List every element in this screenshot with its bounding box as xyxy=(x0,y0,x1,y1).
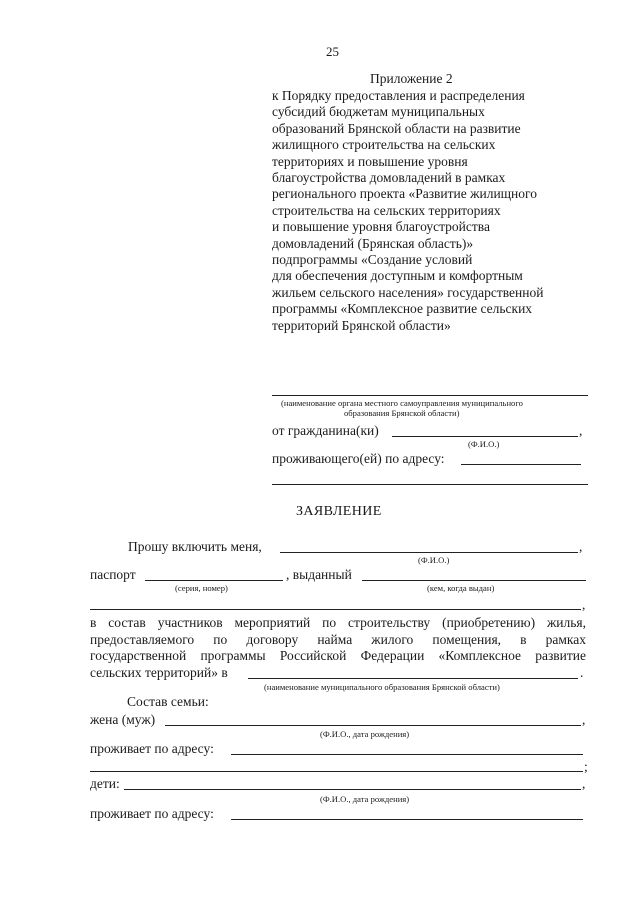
authority-name-field[interactable] xyxy=(272,395,588,396)
appendix-line: территориях и повышение уровня xyxy=(272,153,468,169)
appendix-text xyxy=(272,88,602,334)
appendix-line: домовладений (Брянская область)» xyxy=(272,235,474,251)
spouse-label: жена (муж) xyxy=(90,712,156,727)
statement-heading: ЗАЯВЛЕНИЕ xyxy=(296,504,382,519)
appendix-title: Приложение 2 xyxy=(370,71,453,86)
appendix-line: для обеспечения доступным и комфортным xyxy=(272,268,523,284)
family-label: Состав семьи: xyxy=(127,694,209,709)
spouse-address-label: проживает по адресу: xyxy=(90,741,214,756)
appendix-line: жильем сельского населения» государственной xyxy=(272,284,544,300)
passport-label: паспорт xyxy=(90,567,136,582)
citizen-fio-caption: (Ф.И.О.) xyxy=(468,439,500,449)
residing-address-field-2[interactable] xyxy=(272,484,588,485)
body-line: в состав участников мероприятий по строительству (приобретению) жилья, xyxy=(90,615,586,630)
passport-series-caption: (серия, номер) xyxy=(175,583,228,593)
semicolon: ; xyxy=(584,759,588,774)
passport-number-field[interactable] xyxy=(145,580,283,581)
appendix-line: подпрограммы «Создание условий xyxy=(272,252,473,268)
comma: , xyxy=(582,597,586,612)
spouse-field[interactable] xyxy=(165,725,581,726)
appendix-line: благоустройства домовладений в рамках xyxy=(272,170,506,186)
authority-caption-2: образования Брянской области) xyxy=(344,408,460,418)
comma: , xyxy=(579,423,583,438)
body-line: предоставляемого по договору найма жилого помещения, в рамках xyxy=(90,631,586,647)
request-label: Прошу включить меня, xyxy=(128,539,262,554)
appendix-line: строительства на сельских территориях xyxy=(272,202,501,218)
children-field[interactable] xyxy=(124,789,581,790)
appendix-line: образований Брянской области на развитие xyxy=(272,120,521,136)
comma: , xyxy=(579,539,583,554)
statement-body xyxy=(90,615,586,665)
children-label: дети: xyxy=(90,776,120,791)
passport-issued-caption: (кем, когда выдан) xyxy=(427,583,495,593)
comma: , xyxy=(582,776,586,791)
comma: , xyxy=(582,712,586,727)
applicant-fio-field[interactable] xyxy=(280,552,578,553)
municipality-field[interactable] xyxy=(248,678,578,679)
children-caption: (Ф.И.О., дата рождения) xyxy=(320,794,410,804)
appendix-line: жилищного строительства на сельских xyxy=(272,137,496,153)
spouse-caption: (Ф.И.О., дата рождения) xyxy=(320,729,410,739)
residing-address-label: проживающего(ей) по адресу: xyxy=(272,451,445,466)
appendix-line: территорий Брянской области» xyxy=(272,317,451,333)
municipality-caption: (наименование муниципального образования Брянской области) xyxy=(264,682,500,692)
period: . xyxy=(580,665,584,680)
page-number: 25 xyxy=(326,44,339,59)
applicant-fio-caption: (Ф.И.О.) xyxy=(418,555,450,565)
authority-caption-1: (наименование органа местного самоуправления муниципального xyxy=(281,398,523,408)
appendix-line: к Порядку предоставления и распределения xyxy=(272,88,525,103)
citizen-fio-field[interactable] xyxy=(392,436,578,437)
from-citizen-label: от гражданина(ки) xyxy=(272,423,379,438)
residing-address-field[interactable] xyxy=(461,464,581,465)
spouse-address-field[interactable] xyxy=(231,754,583,755)
appendix-line: программы «Комплексное развитие сельских xyxy=(272,301,533,317)
body-last-line: сельских территорий» в xyxy=(90,665,228,680)
children-address-label: проживает по адресу: xyxy=(90,806,214,821)
body-line: государственной программы Российской Федерации «Комплексное развитие xyxy=(90,648,586,663)
passport-issued-field-2[interactable] xyxy=(90,609,581,610)
appendix-line: субсидий бюджетам муниципальных xyxy=(272,104,485,120)
appendix-line: регионального проекта «Развитие жилищного xyxy=(272,186,537,202)
appendix-line: и повышение уровня благоустройства xyxy=(272,219,490,235)
children-address-field[interactable] xyxy=(231,819,583,820)
spouse-address-field-2[interactable] xyxy=(90,771,583,772)
issued-label: , выданный xyxy=(286,567,352,582)
passport-issued-field[interactable] xyxy=(362,580,586,581)
